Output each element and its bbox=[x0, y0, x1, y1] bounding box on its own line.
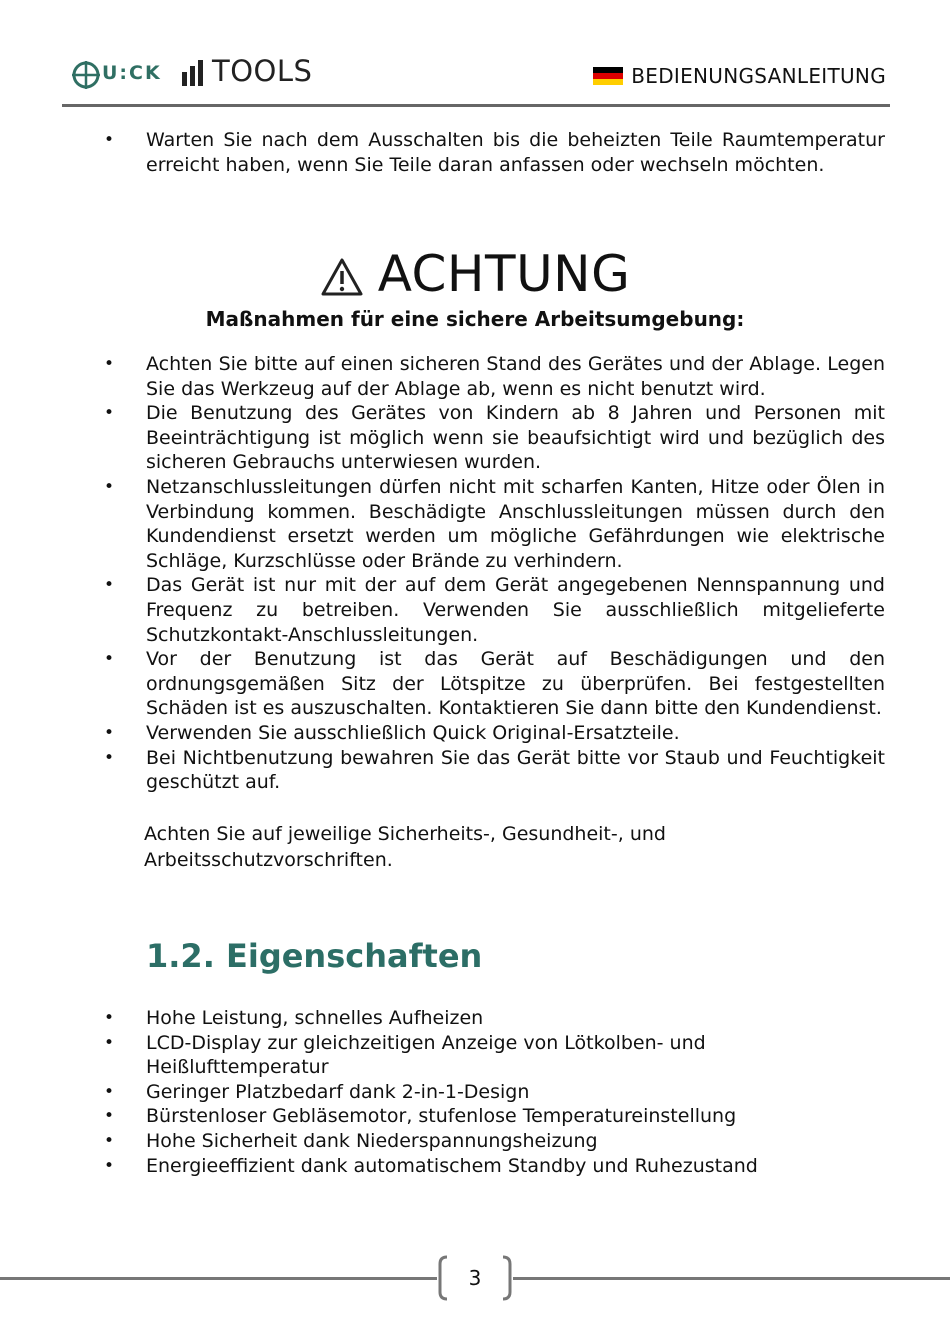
left-brace-icon bbox=[437, 1255, 449, 1301]
list-item: • LCD-Display zur gleichzeitigen Anzeige von Lötkolben- und Heißlufttemperatur bbox=[146, 1031, 885, 1080]
quick-tools-logo bbox=[72, 54, 312, 94]
header-title: BEDIENUNGSANLEITUNG bbox=[631, 64, 886, 88]
list-item: • Hohe Sicherheit dank Niederspannungsheizung bbox=[146, 1129, 885, 1154]
logo-tools-text: TOOLS bbox=[212, 54, 313, 88]
page-number bbox=[437, 1255, 513, 1301]
warning-title bbox=[0, 244, 950, 304]
logo-crosshair-icon bbox=[72, 61, 100, 89]
list-item: • Die Benutzung des Gerätes von Kindern ab 8 Jahren und Personen mit Beeinträchtigung ist möglich wenn sie beaufsichtigt wird und bezüglich des sicheren Gebrauchs unterwiesen wurden. bbox=[146, 401, 885, 475]
list-item: • Warten Sie nach dem Ausschalten bis die beheizten Teile Raumtemperatur erreicht haben, wenn Sie Teile daran anfassen oder wechseln möchten. bbox=[146, 128, 885, 177]
section-heading: 1.2. Eigenschaften bbox=[146, 937, 483, 975]
list-item: • Hohe Leistung, schnelles Aufheizen bbox=[146, 1006, 885, 1031]
german-flag-icon bbox=[593, 67, 623, 85]
footer-rule-left bbox=[0, 1277, 437, 1280]
flag-stripe bbox=[593, 79, 623, 85]
list-item: • Energieeffizient dank automatischem Standby und Ruhezustand bbox=[146, 1154, 885, 1179]
warning-title-text: ACHTUNG bbox=[377, 245, 631, 303]
list-item: • Das Gerät ist nur mit der auf dem Gerät angegebenen Nennspannung und Frequenz zu betreiben. Verwenden Sie ausschließlich mitgelieferte Schutzkontakt-Anschlussleitungen. bbox=[146, 573, 885, 647]
list-item: • Netzanschlussleitungen dürfen nicht mit scharfen Kanten, Hitze oder Ölen in Verbindung kommen. Beschädigte Anschlussleitungen müssen durch den Kundendienst ersetzt werden um mögliche Gefährdungen wie elektrische Schläge, Kurzschlüsse oder Brände zu verhindern. bbox=[146, 475, 885, 573]
list-item: • Bürstenloser Gebläsemotor, stufenlose Temperatureinstellung bbox=[146, 1104, 885, 1129]
intro-bullet-list bbox=[0, 128, 950, 177]
list-item: • Geringer Platzbedarf dank 2-in-1-Design bbox=[146, 1080, 885, 1105]
safety-note bbox=[144, 821, 884, 873]
logo-bars-icon bbox=[182, 58, 210, 86]
right-brace-icon bbox=[501, 1255, 513, 1301]
list-item: • Bei Nichtbenutzung bewahren Sie das Gerät bitte vor Staub und Feuchtigkeit geschützt auf. bbox=[146, 746, 885, 795]
list-item: • Verwenden Sie ausschließlich Quick Original-Ersatzteile. bbox=[146, 721, 885, 746]
header-language bbox=[593, 64, 886, 88]
safety-note-line: Achten Sie auf jeweilige Sicherheits-, Gesundheit-, und bbox=[144, 823, 666, 845]
warning-triangle-icon bbox=[320, 257, 364, 297]
features-bullet-list bbox=[0, 1006, 950, 1178]
logo-quick-text: U:CK bbox=[102, 62, 162, 84]
safety-note-line: Arbeitsschutzvorschriften. bbox=[144, 849, 393, 871]
page-header bbox=[0, 0, 950, 110]
footer-rule-right bbox=[513, 1277, 950, 1280]
list-item: • Vor der Benutzung ist das Gerät auf Beschädigungen und den ordnungsgemäßen Sitz der Lötspitze zu überprüfen. Bei festgestellten Schäden ist es auszuschalten. Kontaktieren Sie dann bitte den Kundendienst. bbox=[146, 647, 885, 721]
safety-bullet-list bbox=[0, 352, 950, 795]
warning-subtitle: Maßnahmen für eine sichere Arbeitsumgebung: bbox=[205, 307, 745, 331]
page-number-text: 3 bbox=[468, 1266, 482, 1290]
header-divider bbox=[62, 104, 890, 107]
list-item: • Achten Sie bitte auf einen sicheren Stand des Gerätes und der Ablage. Legen Sie das Werkzeug auf der Ablage ab, wenn es nicht benutzt wird. bbox=[146, 352, 885, 401]
